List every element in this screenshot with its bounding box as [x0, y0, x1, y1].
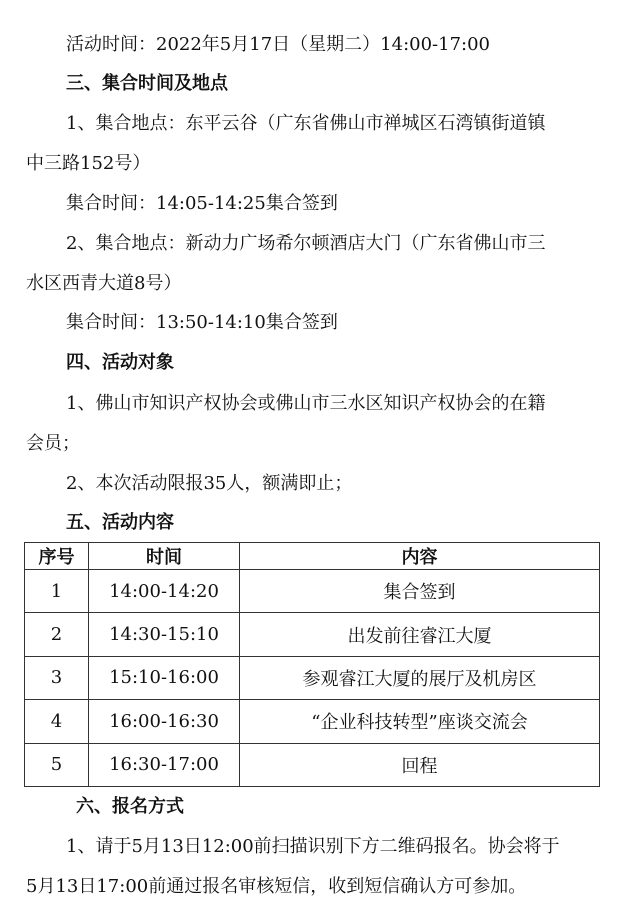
row-time: 14:00-14:20 [89, 570, 240, 613]
table-row [25, 570, 600, 613]
column-header-time: 时间 [89, 543, 240, 570]
assembly-location-1-cont: 中三路152号） [26, 153, 151, 174]
assembly-location-2: 2、集合地点：新动力广场希尔顿酒店大门（广东省佛山市三 [66, 233, 546, 254]
registration-item-1: 1、请于5月13日12:00前扫描识别下方二维码报名。协会将于 [66, 836, 560, 857]
table-header-row [25, 543, 600, 570]
section-heading-audience: 四、活动对象 [66, 352, 174, 373]
row-time: 16:00-16:30 [89, 700, 240, 743]
row-time: 16:30-17:00 [89, 743, 240, 786]
audience-item-1: 1、佛山市知识产权协会或佛山市三水区知识产权协会的在籍 [66, 393, 546, 414]
row-index: 3 [25, 656, 89, 699]
audience-item-1-cont: 会员； [26, 433, 80, 454]
section-heading-registration: 六、报名方式 [76, 796, 184, 817]
section-heading-content: 五、活动内容 [66, 512, 174, 533]
assembly-time-1: 集合时间：14:05-14:25集合签到 [66, 193, 338, 214]
row-index: 2 [25, 613, 89, 656]
row-index: 4 [25, 700, 89, 743]
row-content: 集合签到 [240, 570, 600, 613]
assembly-time-2: 集合时间：13:50-14:10集合签到 [66, 312, 338, 333]
column-header-index: 序号 [25, 543, 89, 570]
assembly-location-2-cont: 水区西青大道8号） [26, 273, 182, 294]
table-row [25, 613, 600, 656]
row-content: 出发前往睿江大厦 [240, 613, 600, 656]
section-heading-assembly: 三、集合时间及地点 [66, 73, 228, 94]
registration-item-1-cont: 5月13日17:00前通过报名审核短信，收到短信确认方可参加。 [26, 876, 527, 897]
activity-time: 活动时间：2022年5月17日（星期二）14:00-17:00 [66, 34, 490, 55]
row-index: 5 [25, 743, 89, 786]
row-content: 回程 [240, 743, 600, 786]
column-header-content: 内容 [240, 543, 600, 570]
table-row [25, 743, 600, 786]
table-row [25, 656, 600, 699]
row-time: 15:10-16:00 [89, 656, 240, 699]
audience-item-2: 2、本次活动限报35人，额满即止； [66, 473, 353, 494]
assembly-location-1: 1、集合地点：东平云谷（广东省佛山市禅城区石湾镇街道镇 [66, 113, 546, 134]
row-content: “企业科技转型”座谈交流会 [240, 700, 600, 743]
row-content: 参观睿江大厦的展厅及机房区 [240, 656, 600, 699]
row-index: 1 [25, 570, 89, 613]
table-row [25, 700, 600, 743]
row-time: 14:30-15:10 [89, 613, 240, 656]
schedule-table [24, 542, 600, 787]
